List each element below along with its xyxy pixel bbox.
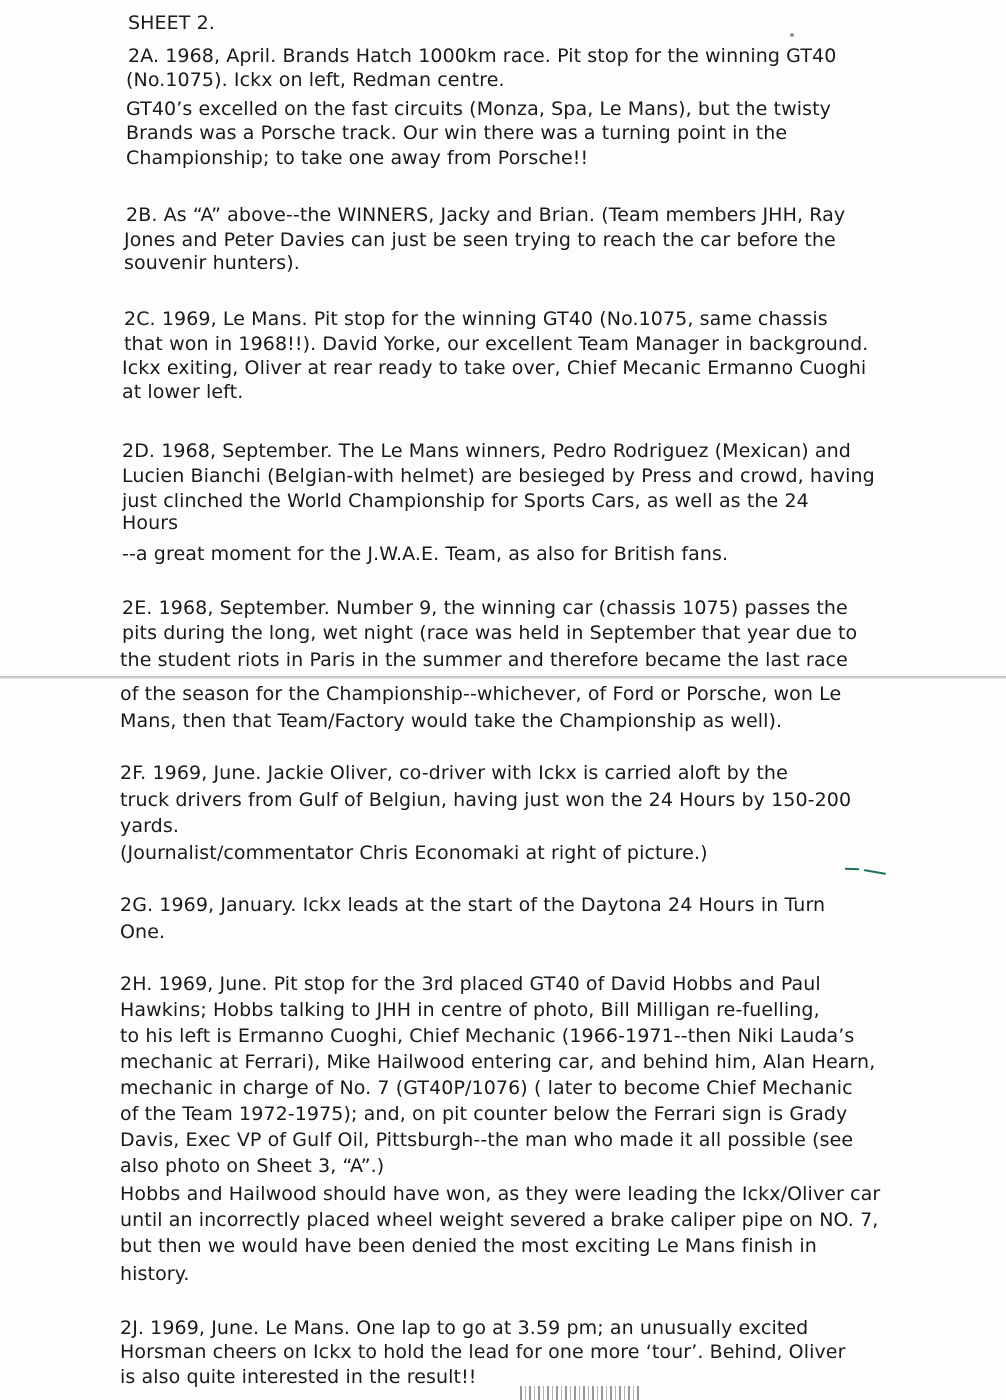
sheet-title: SHEET 2. xyxy=(128,12,215,34)
text-line: Hobbs and Hailwood should have won, as they were leading the Ickx/Oliver car xyxy=(120,1183,881,1205)
text-line: --a great moment for the J.W.A.E. Team, as also for British fans. xyxy=(122,543,729,565)
text-line: Ickx exiting, Oliver at rear ready to take over, Chief Mecanic Ermanno Cuoghi xyxy=(122,357,867,379)
text-line: to his left is Ermanno Cuoghi, Chief Mechanic (1966-1971--then Niki Lauda’s xyxy=(120,1025,855,1047)
text-line: history. xyxy=(120,1263,190,1285)
page-fold-line xyxy=(0,676,1006,679)
text-line: GT40’s excelled on the fast circuits (Monza, Spa, Le Mans), but the twisty xyxy=(126,98,832,120)
text-line: yards. xyxy=(120,815,179,837)
pen-mark xyxy=(864,869,886,875)
text-line: pits during the long, wet night (race was held in September that year due to xyxy=(122,622,858,644)
text-line: the student riots in Paris in the summer and therefore became the last race xyxy=(120,649,848,671)
text-line: until an incorrectly placed wheel weight severed a brake caliper pipe on NO. 7, xyxy=(120,1209,879,1231)
text-line: is also quite interested in the result!! xyxy=(120,1366,477,1388)
text-line: 2F. 1969, June. Jackie Oliver, co-driver with Ickx is carried aloft by the xyxy=(120,762,788,784)
text-line: 2A. 1968, April. Brands Hatch 1000km race. Pit stop for the winning GT40 xyxy=(128,45,837,67)
text-line: but then we would have been denied the most exciting Le Mans finish in xyxy=(120,1235,817,1257)
pen-mark xyxy=(845,868,859,870)
text-line: 2C. 1969, Le Mans. Pit stop for the winning GT40 (No.1075, same chassis xyxy=(124,308,828,330)
text-line: 2G. 1969, January. Ickx leads at the start of the Daytona 24 Hours in Turn xyxy=(120,894,826,916)
text-line: mechanic at Ferrari), Mike Hailwood entering car, and behind him, Alan Hearn, xyxy=(120,1051,876,1073)
text-line: 2B. As “A” above--the WINNERS, Jacky and Brian. (Team members JHH, Ray xyxy=(126,204,846,226)
text-line: 2D. 1968, September. The Le Mans winners, Pedro Rodriguez (Mexican) and xyxy=(122,440,851,462)
text-line: Horsman cheers on Ickx to hold the lead for one more ‘tour’. Behind, Oliver xyxy=(120,1341,846,1363)
text-line: just clinched the World Championship for Sports Cars, as well as the 24 xyxy=(122,490,809,512)
text-line: (No.1075). Ickx on left, Redman centre. xyxy=(126,69,505,91)
text-line: that won in 1968!!). David Yorke, our excellent Team Manager in background. xyxy=(124,333,869,355)
text-line: truck drivers from Gulf of Belgiun, having just won the 24 Hours by 150-200 xyxy=(120,789,852,811)
text-line: Davis, Exec VP of Gulf Oil, Pittsburgh--the man who made it all possible (see xyxy=(120,1129,854,1151)
text-line: 2E. 1968, September. Number 9, the winning car (chassis 1075) passes the xyxy=(122,597,848,619)
text-line: mechanic in charge of No. 7 (GT40P/1076) ( later to become Chief Mechanic xyxy=(120,1077,853,1099)
text-line: 2J. 1969, June. Le Mans. One lap to go at 3.59 pm; an unusually excited xyxy=(120,1317,809,1339)
text-line: (Journalist/commentator Chris Economaki at right of picture.) xyxy=(120,842,708,864)
text-line: Championship; to take one away from Porsche!! xyxy=(126,147,589,169)
text-line: Hawkins; Hobbs talking to JHH in centre of photo, Bill Milligan re-fuelling, xyxy=(120,999,820,1021)
text-line: Mans, then that Team/Factory would take the Championship as well). xyxy=(120,710,783,732)
text-line: of the season for the Championship--whichever, of Ford or Porsche, won Le xyxy=(120,683,842,705)
text-line: Hours xyxy=(122,512,179,534)
text-line: Lucien Bianchi (Belgian-with helmet) are besieged by Press and crowd, having xyxy=(122,465,875,487)
text-line: One. xyxy=(120,921,166,943)
scan-speck xyxy=(790,33,794,37)
text-line: 2H. 1969, June. Pit stop for the 3rd placed GT40 of David Hobbs and Paul xyxy=(120,973,821,995)
text-line: also photo on Sheet 3, “A”.) xyxy=(120,1155,385,1177)
text-line: at lower left. xyxy=(122,381,244,403)
text-line: Jones and Peter Davies can just be seen trying to reach the car before the xyxy=(124,229,836,251)
text-line: of the Team 1972-1975); and, on pit counter below the Ferrari sign is Grady xyxy=(120,1103,848,1125)
text-line: Brands was a Porsche track. Our win there was a turning point in the xyxy=(126,122,788,144)
scan-artifact xyxy=(520,1386,640,1400)
text-line: souvenir hunters). xyxy=(124,252,300,274)
